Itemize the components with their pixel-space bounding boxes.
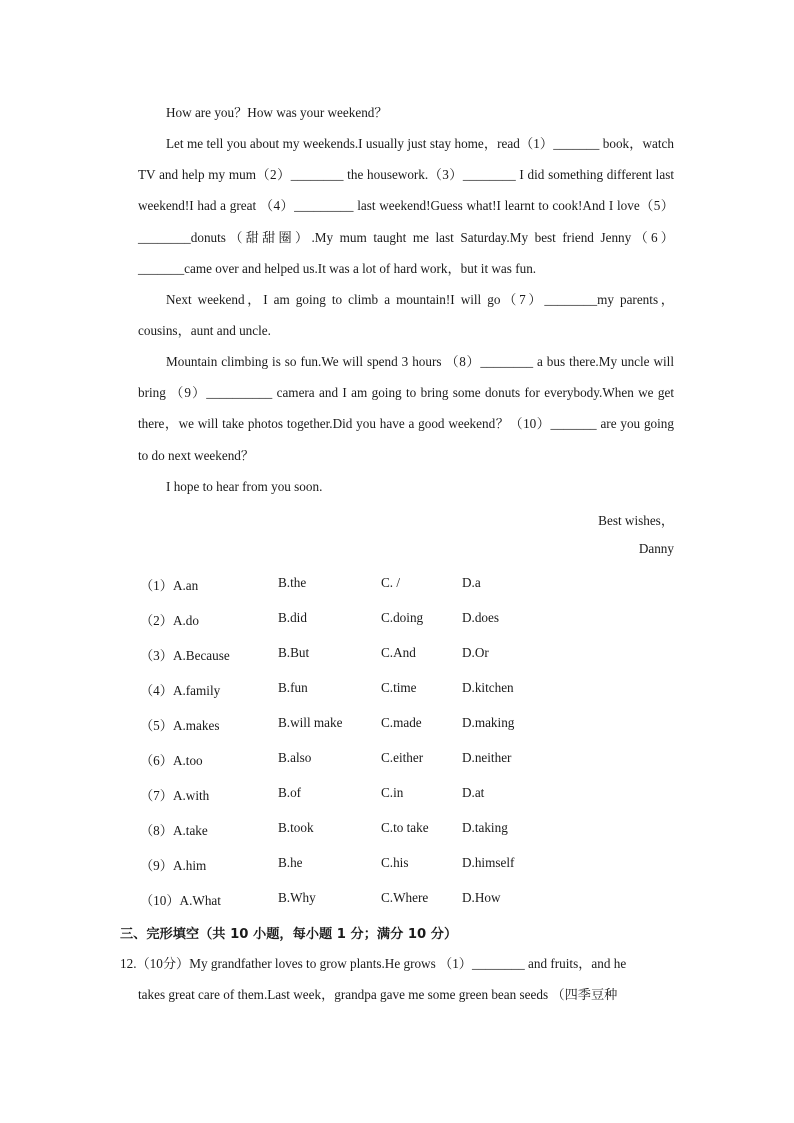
letter-greeting: How are you？How was your weekend？	[166, 105, 388, 120]
option-a: （2）A.do	[140, 613, 199, 628]
option-b: B.he	[278, 855, 303, 870]
option-b: B.the	[278, 575, 307, 590]
option-row	[140, 575, 660, 595]
option-b: B.took	[278, 820, 314, 835]
option-row	[140, 645, 660, 665]
option-d: D.himself	[462, 855, 515, 870]
option-a: （4）A.family	[140, 683, 221, 698]
option-b: B.But	[278, 645, 310, 660]
option-b: B.Why	[278, 890, 316, 905]
option-a: （1）A.an	[140, 578, 199, 593]
option-c: C.either	[381, 750, 424, 765]
option-a: （6）A.too	[140, 753, 203, 768]
option-a: （7）A.with	[140, 788, 210, 803]
letter-closing: Best wishes，	[598, 513, 674, 528]
question-12-line-2: takes great care of them.Last week，grandpa gave me some green bean seeds （四季豆种	[138, 987, 618, 1002]
option-c: C.Where	[381, 890, 429, 905]
option-d: D.taking	[462, 820, 508, 835]
option-b: B.of	[278, 785, 302, 800]
option-d: D.How	[462, 890, 501, 905]
option-a: （3）A.Because	[140, 648, 230, 663]
option-c: C.And	[381, 645, 416, 660]
option-c: C.to take	[381, 820, 429, 835]
letter-signature: Danny	[638, 541, 674, 556]
option-c: C. /	[381, 575, 401, 590]
option-c: C.made	[381, 715, 422, 730]
option-row	[140, 890, 660, 910]
option-b: B.also	[278, 750, 312, 765]
option-d: D.making	[462, 715, 515, 730]
option-d: D.kitchen	[462, 680, 514, 695]
option-row	[140, 715, 660, 735]
section-title: 三、完形填空（共 10 小题，每小题 1 分；满分 10 分）	[120, 927, 458, 942]
option-row	[140, 750, 660, 770]
option-row	[140, 610, 660, 630]
option-a: （10）A.What	[140, 893, 221, 908]
option-c: C.time	[381, 680, 417, 695]
option-row	[140, 785, 660, 805]
option-c: C.doing	[381, 610, 424, 625]
option-d: D.does	[462, 610, 499, 625]
option-row	[140, 680, 660, 700]
option-d: D.at	[462, 785, 485, 800]
option-b: B.will make	[278, 715, 343, 730]
option-b: B.did	[278, 610, 307, 625]
letter-paragraph-weekends: Let me tell you about my weekends.I usually just stay home，read（1）_______ book，watch TV and help my mum（2）________ the housework.（3）________ I did something different last weekend!I had a great （4）_________ last weekend!Guess what!I learnt to cook!And I love（5）________donuts（甜甜圈）.My mum taught me last Saturday.My best friend Jenny（6）_______came over and helped us.It was a lot of hard work，but it was fun.	[138, 136, 674, 276]
question-12	[120, 948, 675, 1010]
letter-paragraph-next-weekend: Next weekend，I am going to climb a mountain!I will go（7）________my parents，cousins，aunt and uncle.	[138, 292, 674, 339]
option-a: （9）A.him	[140, 858, 207, 873]
question-12-line-1: 12.（10分）My grandfather loves to grow plants.He grows （1）________ and fruits，and he	[120, 956, 627, 971]
option-row	[140, 855, 660, 875]
option-b: B.fun	[278, 680, 308, 695]
option-row	[140, 820, 660, 840]
letter-paragraph-closing-line: I hope to hear from you soon.	[166, 479, 323, 494]
letter-paragraph-mountain: Mountain climbing is so fun.We will spend 3 hours （8）________ a bus there.My uncle will bring （9）__________ camera and I am going to bring some donuts for everybody.When we get there，we will take photos together.Did you have a good weekend？（10）_______ are you going to do next weekend？	[138, 354, 674, 463]
option-c: C.his	[381, 855, 409, 870]
option-a: （8）A.take	[140, 823, 208, 838]
option-d: D.neither	[462, 750, 512, 765]
option-d: D.Or	[462, 645, 489, 660]
option-c: C.in	[381, 785, 404, 800]
option-d: D.a	[462, 575, 481, 590]
option-a: （5）A.makes	[140, 718, 220, 733]
